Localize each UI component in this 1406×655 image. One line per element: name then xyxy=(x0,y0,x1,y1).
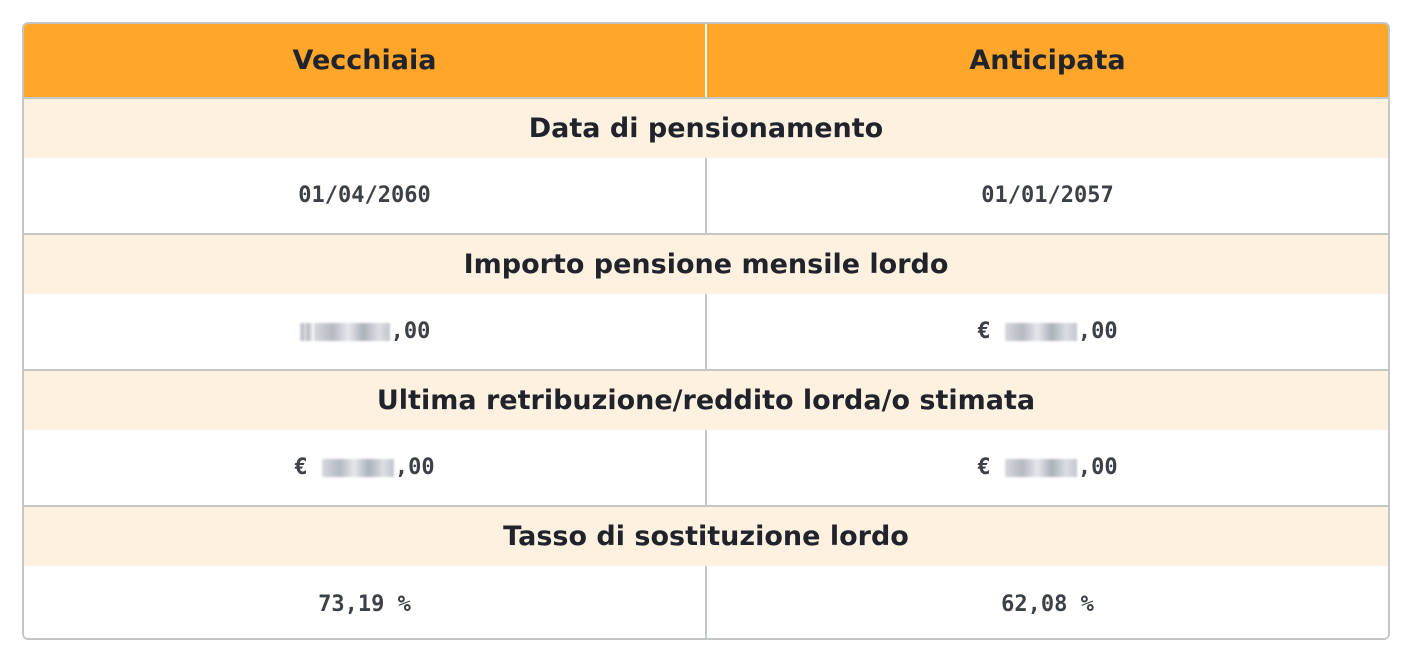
section-title-data-pensionamento: Data di pensionamento xyxy=(24,99,1388,158)
pension-comparison-table xyxy=(22,22,1390,640)
redacted-text xyxy=(1005,459,1077,477)
currency-symbol: € xyxy=(294,455,321,480)
redacted-text xyxy=(322,459,394,477)
value-anticipata-retribuzione xyxy=(707,430,1388,505)
value-anticipata-importo xyxy=(707,294,1388,369)
amount-suffix: ,00 xyxy=(390,319,431,344)
table-header xyxy=(24,24,1388,99)
value-anticipata-tasso: 62,08 % xyxy=(1001,591,1094,617)
table-row xyxy=(24,294,1388,371)
header-anticipata: Anticipata xyxy=(969,45,1126,76)
amount-suffix: ,00 xyxy=(1077,455,1118,480)
section-title-importo-pensione: Importo pensione mensile lordo xyxy=(24,235,1388,294)
value-vecchiaia-data: 01/04/2060 xyxy=(24,158,707,233)
table-row xyxy=(24,566,1388,640)
redacted-text xyxy=(300,323,312,341)
section-title-ultima-retribuzione: Ultima retribuzione/reddito lorda/o stimata xyxy=(24,371,1388,430)
value-vecchiaia-tasso: 73,19 % xyxy=(24,566,707,640)
header-vecchiaia: Vecchiaia xyxy=(24,24,707,97)
value-vecchiaia-importo xyxy=(24,294,707,369)
currency-symbol: € xyxy=(977,319,1004,344)
value-anticipata-data: 01/01/2057 xyxy=(981,183,1114,208)
amount-suffix: ,00 xyxy=(394,455,435,480)
table-row xyxy=(24,430,1388,507)
table-row xyxy=(24,158,1388,235)
section-title-tasso-sostituzione: Tasso di sostituzione lordo xyxy=(24,507,1388,566)
amount-suffix: ,00 xyxy=(1077,319,1118,344)
redacted-text xyxy=(314,323,390,341)
value-vecchiaia-retribuzione xyxy=(24,430,707,505)
currency-symbol: € xyxy=(977,455,1004,480)
redacted-text xyxy=(1005,323,1077,341)
